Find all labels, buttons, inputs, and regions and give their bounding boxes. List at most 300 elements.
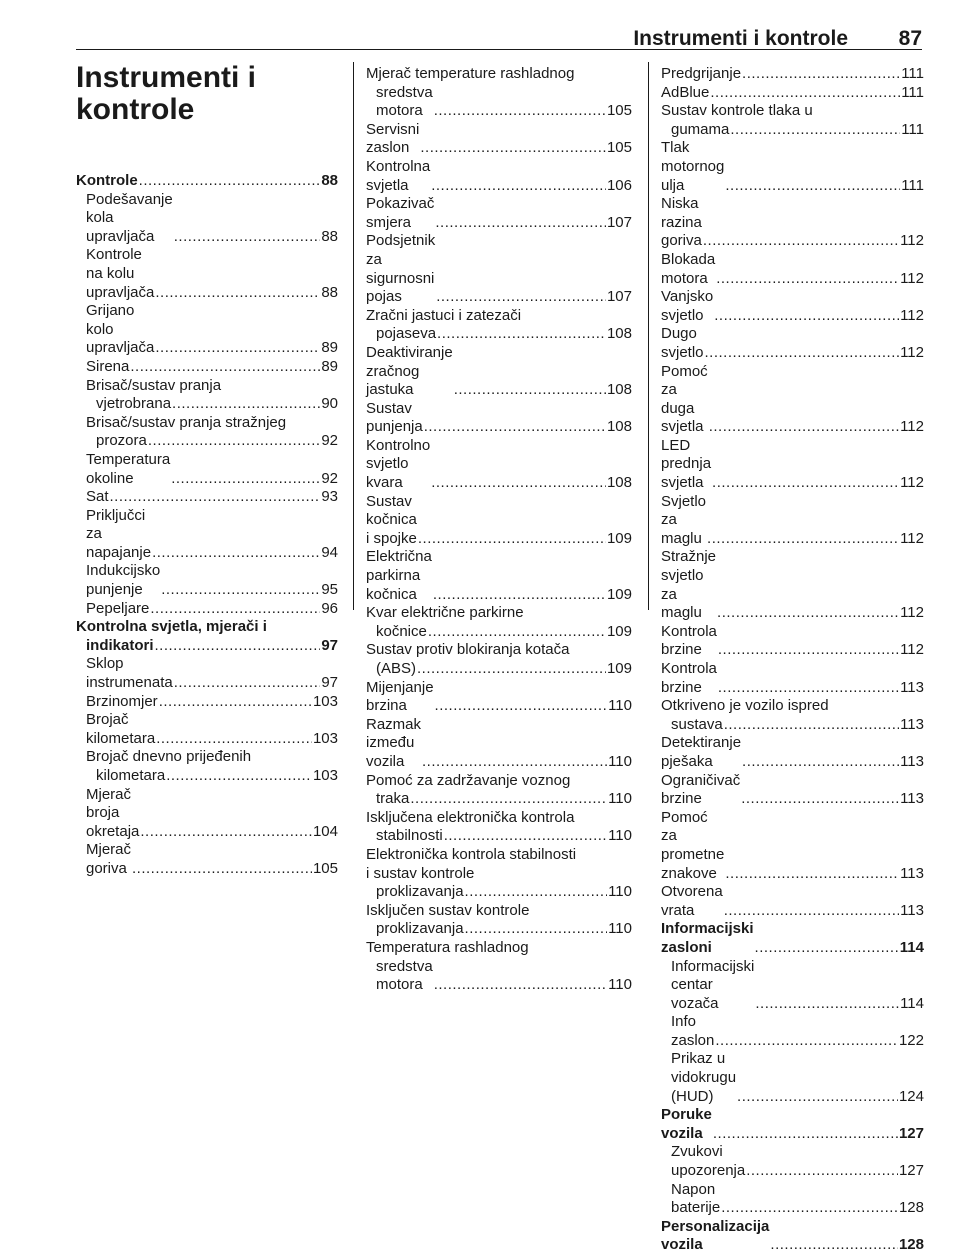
dot-leader <box>718 679 899 698</box>
dot-leader <box>755 939 899 958</box>
dot-leader <box>431 474 606 493</box>
toc-entry-page: 103 <box>312 767 338 784</box>
toc-entry[interactable] <box>661 697 924 734</box>
dot-leader <box>172 395 320 414</box>
toc-entry-page: 88 <box>321 227 338 245</box>
dot-leader <box>418 530 606 549</box>
toc-entry-row <box>86 786 338 842</box>
dot-leader <box>755 995 899 1014</box>
column-divider <box>353 62 354 610</box>
toc-entry-label: Zvukovi upozorenja <box>671 1143 746 1180</box>
toc-entry-row <box>671 1050 924 1106</box>
toc-entry-page: 112 <box>900 269 924 287</box>
toc-entry-row <box>661 363 924 437</box>
toc-entry-label: kočnice <box>376 622 427 640</box>
toc-entry-label: Kontrola brzine <box>661 660 722 696</box>
dot-leader <box>156 730 312 749</box>
toc-entry-row <box>76 172 338 191</box>
toc-entry-label: prozora <box>96 432 147 450</box>
toc-entry-row <box>661 84 924 103</box>
toc-entry-row <box>366 716 632 772</box>
toc-entry-page: 93 <box>321 488 338 506</box>
toc-entry-page: 127 <box>898 1162 924 1180</box>
toc-entry-label: Podešavanje kola upravljača <box>86 190 177 245</box>
toc-entry-row <box>366 679 632 716</box>
toc-entry-page: 105 <box>312 859 338 877</box>
dot-leader <box>437 325 606 344</box>
dot-leader <box>716 270 899 289</box>
toc-entry-row <box>661 195 924 251</box>
toc-entry[interactable] <box>661 1181 924 1218</box>
toc-entry-page: 113 <box>900 901 924 919</box>
toc-entry-label: kilometara <box>96 767 166 784</box>
dot-leader <box>710 84 900 103</box>
toc-entry[interactable] <box>661 325 924 362</box>
toc-entry[interactable] <box>76 488 338 507</box>
toc-entry[interactable] <box>366 307 632 344</box>
dot-leader <box>166 767 312 786</box>
toc-entry-page: 111 <box>901 65 924 82</box>
dot-leader <box>721 1199 898 1218</box>
toc-entries <box>661 65 924 1255</box>
toc-entry-row <box>661 809 924 883</box>
dot-leader <box>712 474 899 493</box>
toc-entry-row <box>86 451 338 488</box>
toc-entry[interactable] <box>366 65 632 121</box>
toc-entry-row <box>366 232 632 306</box>
toc-entry-label: Indukcijsko punjenje <box>86 562 165 599</box>
toc-entry[interactable] <box>366 679 632 716</box>
toc-entry[interactable] <box>661 660 924 697</box>
toc-entry[interactable] <box>661 288 924 325</box>
toc-entry-label: Informacijski centar vozača <box>671 957 759 1012</box>
dot-leader <box>713 1125 898 1144</box>
toc-entry[interactable] <box>76 451 338 488</box>
toc-entry[interactable] <box>366 493 632 549</box>
toc-entry-row <box>661 437 924 493</box>
dot-leader <box>159 693 312 712</box>
toc-entry-row <box>86 507 338 563</box>
toc-entry[interactable] <box>366 716 632 772</box>
toc-entry-label-line: Otkriveno je vozilo ispred <box>661 697 829 715</box>
toc-entry-row <box>366 84 632 121</box>
toc-entry-label: pojaseva <box>376 325 437 343</box>
dot-leader <box>132 860 312 879</box>
toc-entry-page: 128 <box>898 1236 924 1254</box>
toc-entry-label: Niska razina goriva <box>661 195 707 250</box>
toc-column-1 <box>76 62 338 879</box>
toc-entry[interactable] <box>366 604 632 641</box>
toc-entry[interactable] <box>661 195 924 251</box>
toc-entry-label: Priključci za napajanje <box>86 506 152 561</box>
dot-leader <box>465 920 608 939</box>
toc-entry[interactable] <box>76 711 338 748</box>
dot-leader <box>155 339 320 358</box>
toc-entry[interactable] <box>366 902 632 939</box>
toc-entry-label: Servisni zaslon <box>366 120 424 157</box>
toc-entry[interactable] <box>366 195 632 232</box>
toc-entry-page: 97 <box>321 636 338 654</box>
toc-entry-page: 112 <box>900 418 924 436</box>
toc-entry-page: 122 <box>898 1031 924 1049</box>
toc-entry-label: Kontrolno svjetlo kvara <box>366 436 435 492</box>
toc-entry-row <box>671 1143 924 1180</box>
toc-entry[interactable] <box>661 102 924 139</box>
toc-entry-row <box>366 121 632 158</box>
toc-entry-label: Kontrole na kolu upravljača <box>86 246 155 301</box>
toc-entry-page: 88 <box>321 283 338 301</box>
dot-leader <box>435 214 606 233</box>
toc-entry-label: sredstva motora <box>376 83 437 120</box>
toc-entry[interactable] <box>76 246 338 302</box>
toc-entry-page: 111 <box>901 83 924 101</box>
toc-entry-label: proklizavanja <box>376 883 464 901</box>
toc-entry[interactable] <box>366 437 632 493</box>
toc-entry-label-line: Temperatura rashladnog <box>366 938 529 956</box>
toc-entry-page: 90 <box>321 395 338 413</box>
toc-entry-label: Podsjetnik za sigurnosni pojas <box>366 232 440 306</box>
toc-entry-label: Personalizacija vozila <box>661 1217 774 1254</box>
dot-leader <box>420 139 606 158</box>
toc-entry-page: 112 <box>900 641 924 659</box>
dot-leader <box>139 172 321 191</box>
toc-entry-label-line: i sustav kontrole <box>366 864 475 882</box>
toc-entry-row <box>661 251 924 288</box>
dot-leader <box>737 1088 898 1107</box>
toc-entry[interactable] <box>661 809 924 883</box>
toc-entry-label: gumama <box>671 120 730 138</box>
toc-entry[interactable] <box>661 139 924 195</box>
toc-entry-page: 112 <box>900 343 924 361</box>
toc-entry-page: 110 <box>608 697 632 715</box>
dot-leader <box>724 902 899 921</box>
toc-entry-label-line: Mjerač temperature rashladnog <box>366 65 575 82</box>
toc-entry-label-line: Elektronička kontrola stabilnosti <box>366 845 577 863</box>
toc-entry[interactable] <box>76 507 338 563</box>
toc-section-entry[interactable] <box>661 1106 924 1143</box>
toc-entry-row <box>661 65 924 84</box>
toc-entry-row <box>366 493 632 549</box>
toc-entry-page: 110 <box>608 827 632 845</box>
toc-entry-label-line: Kontrolna svjetla, mjerači i <box>76 618 267 636</box>
toc-entry-label: Kontrole <box>76 172 138 189</box>
dot-leader <box>707 530 899 549</box>
toc-entry-row <box>76 637 338 656</box>
toc-entry-label: AdBlue <box>661 83 710 101</box>
toc-entry-label: Pomoć za prometne znakove <box>661 808 729 882</box>
toc-entry-page: 114 <box>900 994 924 1012</box>
toc-entry-page: 113 <box>900 715 924 733</box>
toc-entry-row <box>661 139 924 195</box>
toc-entry-label: Otvorena vrata <box>661 883 727 919</box>
dot-leader <box>714 307 899 326</box>
toc-entry-label: Grijano kolo upravljača <box>86 302 155 357</box>
toc-entry-page: 95 <box>321 581 338 599</box>
dot-leader <box>724 716 899 735</box>
dot-leader <box>435 697 608 716</box>
dot-leader <box>152 544 320 563</box>
toc-entry-page: 127 <box>898 1124 924 1142</box>
toc-entry-page: 112 <box>900 474 924 492</box>
dot-leader <box>465 883 608 902</box>
toc-entry-row <box>86 488 338 507</box>
toc-section-entry[interactable] <box>661 1218 924 1255</box>
toc-entry-page: 103 <box>312 692 338 710</box>
toc-entry-label: Sustav kočnica i spojke <box>366 492 422 547</box>
toc-entry-row <box>366 548 632 604</box>
toc-entry[interactable] <box>661 84 924 103</box>
toc-entry-row <box>661 660 924 697</box>
toc-entry-page: 111 <box>901 120 924 138</box>
dot-leader <box>140 823 312 842</box>
toc-entry-row <box>366 920 632 939</box>
toc-entry-row <box>661 1106 924 1143</box>
toc-entry-label-line: Sustav kontrole tlaka u <box>661 102 813 120</box>
header-rule <box>76 49 922 50</box>
toc-entry-row <box>366 790 632 809</box>
toc-entry[interactable] <box>661 883 924 920</box>
toc-entry[interactable] <box>661 1050 924 1106</box>
toc-entry[interactable] <box>661 437 924 493</box>
toc-entry[interactable] <box>366 846 632 902</box>
toc-entry-label: Informacijski zasloni <box>661 920 758 956</box>
toc-entry-row <box>366 195 632 232</box>
toc-entry-row <box>86 841 338 878</box>
toc-entry[interactable] <box>76 414 338 451</box>
toc-entry-page: 89 <box>321 357 338 375</box>
toc-entry-label-line: Isključena elektronička kontrola <box>366 808 575 826</box>
toc-entry-page: 108 <box>606 325 632 343</box>
dot-leader <box>741 790 899 809</box>
toc-entry-label-line: Brisač/sustav pranja <box>86 376 222 394</box>
toc-entry-page: 108 <box>606 474 632 492</box>
toc-entry[interactable] <box>661 363 924 437</box>
dot-leader <box>410 790 607 809</box>
toc-entry-row <box>661 325 924 362</box>
toc-entry[interactable] <box>76 562 338 599</box>
toc-entry-page: 111 <box>901 176 924 194</box>
toc-entry-page: 105 <box>606 139 632 157</box>
toc-entry-label: Sustav punjenja <box>366 399 423 436</box>
toc-entry[interactable] <box>661 65 924 84</box>
toc-entry[interactable] <box>661 1143 924 1180</box>
toc-entry-page: 89 <box>321 339 338 357</box>
toc-entry-page: 88 <box>321 172 338 189</box>
toc-entry-page: 109 <box>606 585 632 603</box>
dot-leader <box>725 865 899 884</box>
toc-entry[interactable] <box>76 302 338 358</box>
toc-entry-row <box>86 246 338 302</box>
toc-entry-label-line: Isključen sustav kontrole <box>366 901 530 919</box>
toc-entry-page: 110 <box>608 790 632 808</box>
dot-leader <box>454 381 606 400</box>
toc-entry[interactable] <box>76 786 338 842</box>
toc-entry-page: 110 <box>608 752 632 770</box>
dot-leader <box>428 623 606 642</box>
toc-entry-label: Poruke vozila <box>661 1106 717 1142</box>
toc-entry[interactable] <box>76 655 338 692</box>
toc-entry-page: 107 <box>606 288 632 306</box>
toc-entry-row <box>671 958 924 1014</box>
dot-leader <box>436 288 606 307</box>
toc-entry-label: Pomoć za duga svjetla <box>661 362 712 436</box>
toc-entry-label: Sat <box>86 488 109 506</box>
toc-entry-row <box>86 562 338 599</box>
toc-entry-page: 113 <box>900 752 924 770</box>
toc-entry-row <box>366 344 632 400</box>
toc-entry[interactable] <box>366 641 632 678</box>
toc-entry-label: stabilnosti <box>376 827 443 845</box>
toc-entry[interactable] <box>366 158 632 195</box>
dot-leader <box>718 641 899 660</box>
toc-entry-row <box>661 920 924 957</box>
dot-leader <box>171 470 320 489</box>
toc-entry-row <box>661 121 924 140</box>
toc-entry-label: Prikaz u vidokrugu (HUD) <box>671 1050 741 1105</box>
toc-section-entry[interactable] <box>76 172 338 191</box>
toc-entry[interactable] <box>76 841 338 878</box>
toc-entry-label-line: Brisač/sustav pranja stražnjeg <box>86 413 287 431</box>
toc-entry-page: 112 <box>900 232 924 250</box>
toc-entry-row <box>86 302 338 358</box>
toc-entry[interactable] <box>76 358 338 377</box>
toc-entry-row <box>366 158 632 195</box>
toc-entry-page: 108 <box>606 418 632 436</box>
dot-leader <box>746 1162 898 1181</box>
toc-entry-page: 110 <box>608 883 632 901</box>
toc-entry[interactable] <box>76 377 338 414</box>
toc-entry-label: Vanjsko svjetlo <box>661 288 718 324</box>
toc-entry-page: 124 <box>898 1087 924 1105</box>
toc-entry[interactable] <box>661 251 924 288</box>
toc-entries <box>366 65 632 995</box>
toc-entry-label: proklizavanja <box>376 920 464 938</box>
dot-leader <box>422 753 607 772</box>
toc-entry-page: 109 <box>606 529 632 547</box>
toc-entry[interactable] <box>366 772 632 809</box>
toc-entry-page: 107 <box>606 213 632 231</box>
column-divider <box>648 62 649 610</box>
toc-entry-row <box>661 883 924 920</box>
toc-entry[interactable] <box>366 809 632 846</box>
toc-entry-page: 109 <box>606 622 632 640</box>
toc-entry[interactable] <box>366 121 632 158</box>
toc-entry-label: traka <box>376 790 410 808</box>
toc-entry-row <box>661 1218 924 1255</box>
dot-leader <box>150 600 320 619</box>
toc-entry-row <box>661 493 924 549</box>
toc-entry[interactable] <box>661 493 924 549</box>
toc-entry-label: Ograničivač brzine <box>661 771 745 808</box>
dot-leader <box>130 358 320 377</box>
dot-leader <box>161 581 320 600</box>
toc-entry[interactable] <box>76 748 338 785</box>
toc-entry-page: 97 <box>321 674 338 692</box>
dot-leader <box>148 432 320 451</box>
dot-leader <box>730 121 900 140</box>
toc-entry[interactable] <box>76 600 338 619</box>
toc-entry-row <box>366 827 632 846</box>
toc-entry-page: 113 <box>900 678 924 696</box>
toc-entry[interactable] <box>366 232 632 306</box>
toc-entry-row <box>366 660 632 679</box>
toc-entry-row <box>661 548 924 622</box>
dot-leader <box>742 753 899 772</box>
toc-entry-row <box>366 437 632 493</box>
chapter-title: Instrumenti i kontrole <box>76 61 257 126</box>
toc-entry-row <box>661 716 924 735</box>
dot-leader <box>434 976 607 995</box>
page-header <box>0 0 960 50</box>
toc-entry-row <box>366 325 632 344</box>
toc-entry-page: 110 <box>608 976 632 994</box>
dot-leader <box>110 488 321 507</box>
toc-entry-label: Sklop instrumenata <box>86 655 173 692</box>
toc-entry-row <box>671 1013 924 1050</box>
toc-entry-label: (ABS) <box>376 660 417 677</box>
toc-entry-row <box>661 623 924 660</box>
toc-entry-label: Sirena <box>86 357 130 375</box>
toc-entry-row <box>86 358 338 377</box>
toc-entry-label: Brojač kilometara <box>86 711 156 747</box>
toc-entry[interactable] <box>661 734 924 771</box>
dot-leader <box>725 177 900 196</box>
toc-section-entry[interactable] <box>76 618 338 655</box>
toc-section-entry[interactable] <box>661 920 924 957</box>
toc-entry[interactable] <box>76 693 338 712</box>
toc-entry-page: 112 <box>900 529 924 547</box>
toc-entry[interactable] <box>366 939 632 995</box>
toc-entry[interactable] <box>661 772 924 809</box>
toc-entry[interactable] <box>661 958 924 1014</box>
toc-entry-label: Razmak između vozila <box>366 715 426 770</box>
toc-entry-label-line: Zračni jastuci i zatezači <box>366 306 522 324</box>
toc-entry-label: LED prednja svjetla <box>661 436 716 492</box>
toc-entry-row <box>366 958 632 995</box>
toc-entry-label: indikatori <box>86 636 154 654</box>
toc-entry-label: Blokada motora <box>661 250 720 287</box>
toc-entry[interactable] <box>366 400 632 437</box>
toc-entry-page: 105 <box>606 102 632 120</box>
toc-entry-label: Mjerač goriva <box>86 841 136 877</box>
toc-entry-label: Deaktiviranje zračnog jastuka <box>366 343 457 399</box>
toc-entry[interactable] <box>366 548 632 604</box>
toc-entry-label: Pepeljare <box>86 599 150 617</box>
toc-entry[interactable] <box>661 548 924 622</box>
toc-entry-label: Električna parkirna kočnica <box>366 548 437 603</box>
toc-entry-page: 92 <box>321 432 338 450</box>
toc-entry-page: 109 <box>606 660 632 677</box>
toc-entry-page: 114 <box>899 938 924 956</box>
dot-leader <box>174 674 321 693</box>
toc-entry[interactable] <box>76 191 338 247</box>
toc-entry-page: 110 <box>608 920 632 938</box>
toc-entry-page: 113 <box>900 790 924 808</box>
toc-entry[interactable] <box>661 623 924 660</box>
toc-entry-label: Stražnje svjetlo za maglu <box>661 548 721 622</box>
dot-leader <box>434 102 606 121</box>
toc-entry-page: 94 <box>321 543 338 561</box>
toc-entry[interactable] <box>661 1013 924 1050</box>
toc-entry-label: Kontrola brzine <box>661 622 722 659</box>
toc-entry-label: sredstva motora <box>376 957 437 994</box>
toc-entry-row <box>661 734 924 771</box>
dot-leader <box>717 604 899 623</box>
toc-entry-label: Tlak motornog ulja <box>661 139 729 194</box>
dot-leader <box>770 1236 898 1255</box>
toc-entry[interactable] <box>366 344 632 400</box>
toc-entry-label: Napon baterije <box>671 1180 721 1217</box>
